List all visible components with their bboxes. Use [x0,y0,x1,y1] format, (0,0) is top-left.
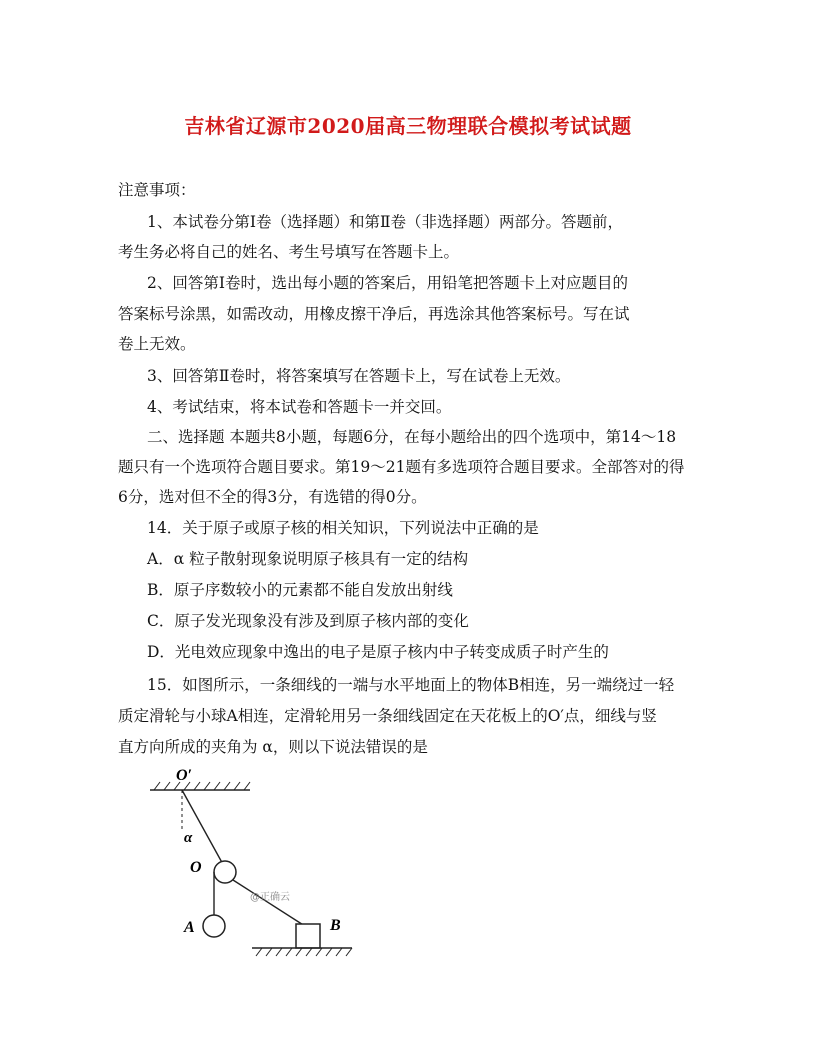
label-alpha: α [184,830,193,846]
q14-option-d: D．光电效应现象中逸出的电子是原子核内中子转变成质子时产生的 [147,643,609,661]
notice-item-1-line-1: 1、本试卷分第Ⅰ卷（选择题）和第Ⅱ卷（非选择题）两部分。答题前， [147,213,624,231]
watermark: @正确云 [250,892,290,903]
label-a: A [184,919,195,936]
notice-item-2-line-1: 2、回答第Ⅰ卷时，选出每小题的答案后，用铅笔把答题卡上对应题目的 [147,274,628,292]
ball-a [203,915,225,937]
pulley-figure [140,760,370,960]
page-title: 吉林省辽源市2020届高三物理联合模拟考试试题 [184,114,632,138]
pulley [214,861,236,883]
ceiling-hatch [154,782,250,790]
q15-line-2: 质定滑轮与小球A相连，定滑轮用另一条细线固定在天花板上的O′点，细线与竖 [118,707,657,725]
q15-line-3: 直方向所成的夹角为 α，则以下说法错误的是 [118,738,428,756]
section2-line-2: 题只有一个选项符合题目要求。第19～21题有多选项符合题目要求。全部答对的得 [118,458,685,476]
section2-line-3: 6分，选对但不全的得3分，有选错的得0分。 [118,488,427,506]
label-b: B [330,917,341,934]
ground-hatch [256,948,352,956]
pulley-diagram [140,760,370,960]
string-to-block-b [233,880,308,928]
notice-item-2-line-2: 答案标号涂黑，如需改动，用橡皮擦干净后，再选涂其他答案标号。写在试 [118,305,630,323]
notice-heading: 注意事项： [118,181,196,199]
notice-item-1-line-2: 考生务必将自己的姓名、考生号填写在答题卡上。 [118,243,460,261]
section2-line-1: 二、选择题 本题共8小题，每题6分，在每小题给出的四个选项中，第14～18 [147,428,677,446]
q14-option-c: C．原子发光现象没有涉及到原子核内部的变化 [147,612,469,630]
q15-line-1: 15．如图所示，一条细线的一端与水平地面上的物体B相连，另一端绕过一轻 [147,676,675,694]
q14-stem: 14．关于原子或原子核的相关知识，下列说法中正确的是 [147,519,539,537]
label-o-prime: O′ [176,767,193,784]
notice-item-2-line-3: 卷上无效。 [118,335,196,353]
q14-option-b: B．原子序数较小的元素都不能自发放出射线 [147,581,453,599]
notice-item-3: 3、回答第Ⅱ卷时，将答案填写在答题卡上，写在试卷上无效。 [147,367,571,385]
block-b [296,924,320,948]
q14-option-a: A．α 粒子散射现象说明原子核具有一定的结构 [147,550,469,568]
label-o: O [190,859,202,876]
notice-item-4: 4、考试结束，将本试卷和答题卡一并交回。 [147,398,452,416]
string-o-prime-to-pulley [182,790,225,868]
